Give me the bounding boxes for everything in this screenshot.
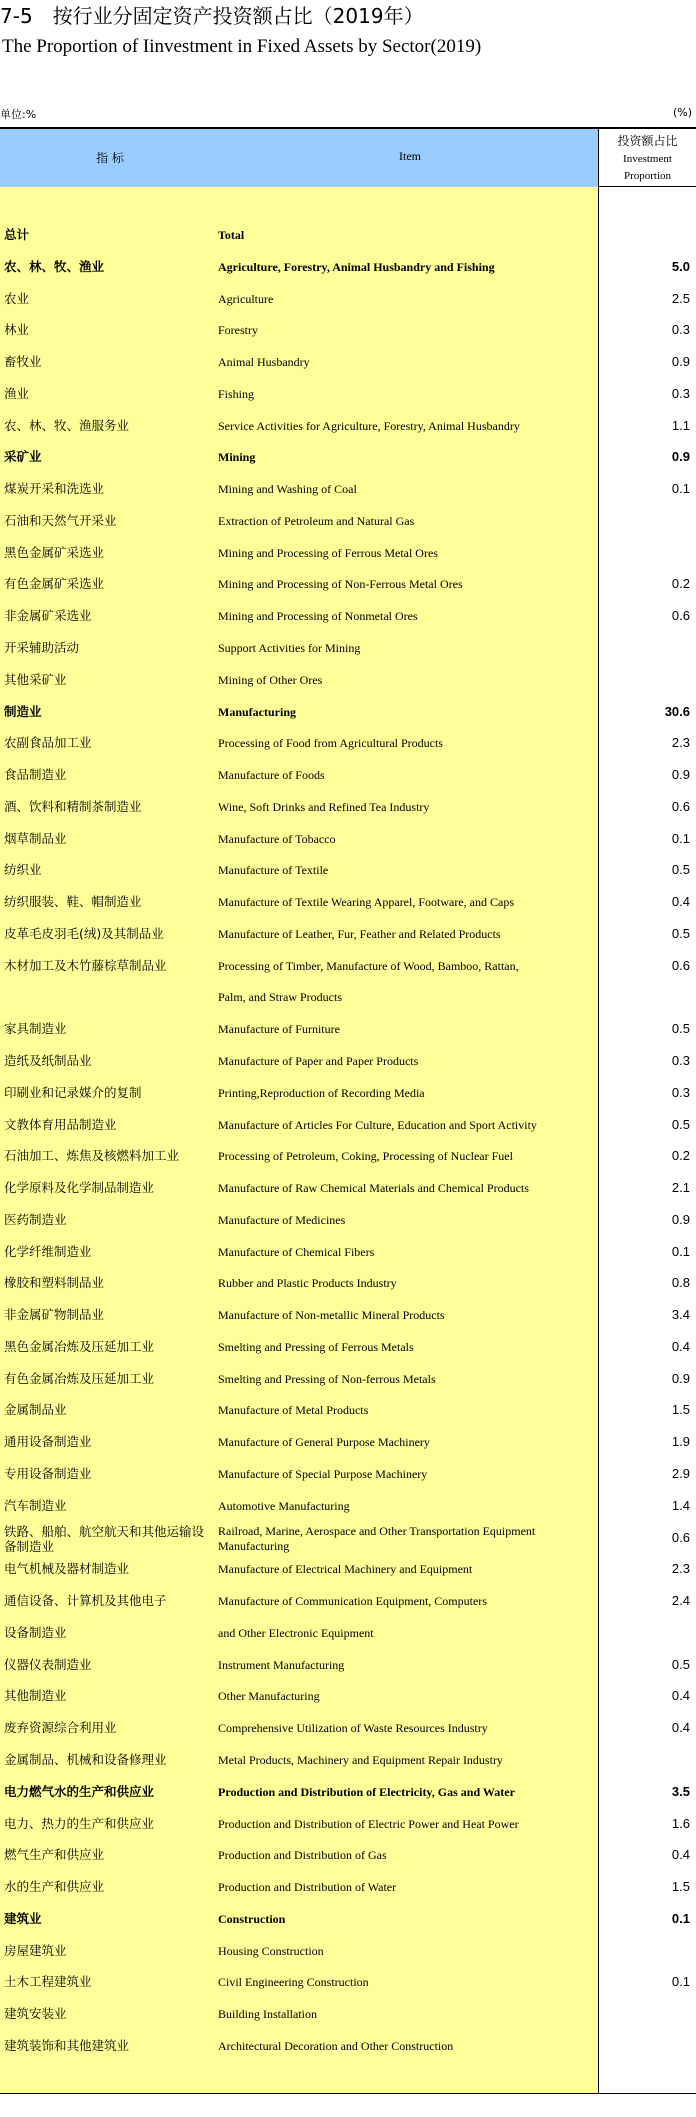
table-row — [0, 1776, 696, 1808]
row-label-en: Smelting and Pressing of Ferrous Metals — [218, 1339, 414, 1354]
row-label-en: Manufacture of Metal Products — [218, 1403, 369, 1418]
table-row — [0, 1966, 696, 1998]
row-label-en: Processing of Food from Agricultural Products — [218, 736, 443, 751]
row-label-en: Total — [218, 228, 245, 242]
row-label-en: Manufacture of Articles For Culture, Education and Sport Activity — [218, 1117, 537, 1132]
table-row — [0, 1712, 696, 1744]
row-label-cn: 农、林、牧、渔服务业 — [4, 417, 130, 433]
row-label-en: Manufacture of Textile — [218, 863, 329, 878]
row-label-cn: 文教体育用品制造业 — [4, 1116, 117, 1132]
table-row — [0, 1045, 696, 1077]
page-title-en: The Proportion of Iinvestment in Fixed Assets by Sector(2019) — [2, 36, 482, 57]
row-label-en: Processing of Petroleum, Coking, Processing of Nuclear Fuel — [218, 1149, 513, 1164]
row-label-cn: 黑色金属矿采选业 — [4, 544, 105, 560]
row-label-en: Production and Distribution of Water — [218, 1880, 397, 1895]
row-label-cn: 家具制造业 — [4, 1021, 67, 1037]
row-label-cn: 建筑装饰和其他建筑业 — [4, 2037, 130, 2053]
table-row — [0, 1394, 696, 1426]
row-label-cn: 农副食品加工业 — [4, 735, 92, 751]
row-label-en: Architectural Decoration and Other Construction — [218, 2038, 454, 2053]
row-label-cn: 建筑安装业 — [4, 2006, 67, 2022]
table-row — [0, 1299, 696, 1331]
row-label-cn: 畜牧业 — [4, 354, 42, 370]
row-value: 2.5 — [671, 290, 690, 306]
table-row — [0, 1331, 696, 1363]
row-value: 0.5 — [671, 1116, 690, 1132]
row-label-en: Production and Distribution of Electric Power and Heat Power — [218, 1816, 519, 1831]
unit-label: 单位:% — [0, 108, 37, 121]
row-label-cn: 电力燃气水的生产和供应业 — [4, 1783, 155, 1799]
row-label-en: Mining and Washing of Coal — [218, 482, 357, 497]
row-value: 0.1 — [671, 830, 690, 846]
table-row — [0, 1077, 696, 1109]
table-row — [0, 1522, 696, 1554]
header-item-en: Item — [399, 149, 421, 163]
row-label-en: Agriculture — [218, 291, 274, 306]
table-row — [0, 1585, 696, 1617]
row-value: 0.8 — [671, 1275, 690, 1291]
table-row — [0, 1649, 696, 1681]
row-label-cn: 非金属矿物制品业 — [4, 1307, 105, 1323]
row-label-cn: 制造业 — [4, 703, 42, 719]
table-row — [0, 1680, 696, 1712]
row-value: 0.5 — [671, 1656, 690, 1672]
header-indicator-cn: 指 标 — [96, 151, 124, 165]
row-label-cn: 土木工程建筑业 — [4, 1974, 92, 1990]
row-value: 0.1 — [671, 1243, 690, 1259]
table-row — [0, 1998, 696, 2030]
row-value: 3.5 — [671, 1783, 690, 1799]
row-label-cn: 其他制造业 — [4, 1688, 67, 1704]
row-label-cn: 石油和天然气开采业 — [4, 512, 117, 528]
row-value: 0.5 — [671, 925, 690, 941]
table-row — [0, 1204, 696, 1236]
row-value: 0.1 — [671, 1974, 690, 1990]
table-row — [0, 2030, 696, 2062]
table-row — [0, 1236, 696, 1268]
row-value: 1.9 — [671, 1434, 690, 1450]
row-label-en: Civil Engineering Construction — [218, 1975, 369, 1990]
row-label-en: Service Activities for Agriculture, Forestry, Animal Husbandry — [218, 418, 520, 433]
table-row — [0, 1808, 696, 1840]
row-label-en: Production and Distribution of Gas — [218, 1848, 387, 1863]
page-title-cn: 7-5 按行业分固定资产投资额占比（2019年） — [0, 4, 424, 28]
table-bottom-rule — [0, 2093, 696, 2094]
table-row — [0, 759, 696, 791]
row-label-en: Mining — [218, 450, 256, 465]
row-label-en: Railroad, Marine, Aerospace and Other Transportation Equipment Manufacturing — [218, 1523, 536, 1553]
row-label-en: Manufacture of Furniture — [218, 1022, 340, 1037]
row-label-en: Wine, Soft Drinks and Refined Tea Industry — [218, 799, 430, 814]
row-value: 0.5 — [671, 862, 690, 878]
row-label-en: Manufacture of Communication Equipment, Computers — [218, 1594, 487, 1609]
row-value: 0.9 — [671, 767, 690, 783]
row-value: 0.4 — [671, 894, 690, 910]
table-row — [0, 1109, 696, 1141]
table-row — [0, 1871, 696, 1903]
table-row — [0, 918, 696, 950]
row-label-cn: 造纸及纸制品业 — [4, 1053, 92, 1069]
table-row — [0, 473, 696, 505]
table-row — [0, 696, 696, 728]
table-row — [0, 1140, 696, 1172]
row-value: 1.4 — [671, 1497, 690, 1513]
table-row — [0, 1935, 696, 1967]
row-label-en: Extraction of Petroleum and Natural Gas — [218, 513, 415, 528]
row-label-cn: 房屋建筑业 — [4, 1942, 67, 1958]
row-label-cn: 纺织业 — [4, 862, 42, 878]
table-row — [0, 886, 696, 918]
table-row — [0, 854, 696, 886]
row-label-cn: 渔业 — [4, 385, 30, 401]
row-label-cn: 有色金属冶炼及压延加工业 — [4, 1370, 155, 1386]
row-label-cn: 金属制品、机械和设备修理业 — [4, 1751, 167, 1767]
row-label-en: Mining and Processing of Nonmetal Ores — [218, 609, 418, 624]
row-label-cn: 石油加工、炼焦及核燃料加工业 — [4, 1148, 180, 1164]
row-label-en: Instrument Manufacturing — [218, 1657, 345, 1672]
row-label-en: Building Installation — [218, 2007, 317, 2022]
row-label-en: Manufacture of Tobacco — [218, 831, 336, 846]
row-label-cn: 仪器仪表制造业 — [4, 1656, 92, 1672]
row-value: 0.6 — [671, 957, 690, 973]
row-value: 0.2 — [671, 576, 690, 592]
row-label-cn: 开采辅助活动 — [4, 640, 80, 655]
row-label-cn: 化学纤维制造业 — [4, 1243, 92, 1259]
row-label-cn: 林业 — [4, 322, 30, 338]
table-row — [0, 727, 696, 759]
table-row — [0, 1172, 696, 1204]
header-value-cn: 投资额占比 — [617, 134, 678, 148]
row-label-cn: 酒、饮料和精制茶制造业 — [4, 798, 142, 814]
row-label-en: Manufacture of Paper and Paper Products — [218, 1054, 419, 1069]
table-row — [0, 378, 696, 410]
row-label-cn: 有色金属矿采选业 — [4, 576, 105, 592]
row-label-cn: 食品制造业 — [4, 767, 67, 783]
row-value: 1.1 — [671, 417, 690, 433]
row-label-cn: 化学原料及化学制品制造业 — [4, 1180, 155, 1196]
row-label-en: Mining and Processing of Non-Ferrous Metal Ores — [218, 577, 463, 592]
row-label-cn: 水的生产和供应业 — [4, 1879, 105, 1895]
row-value: 3.4 — [671, 1307, 690, 1323]
row-label-cn: 设备制造业 — [4, 1624, 67, 1640]
row-label-en: Printing,Reproduction of Recording Media — [218, 1085, 425, 1100]
row-value: 0.1 — [671, 1910, 690, 1926]
row-value: 0.9 — [671, 1211, 690, 1227]
row-label-en: Automotive Manufacturing — [218, 1498, 350, 1513]
table-row — [0, 1426, 696, 1458]
table-header — [0, 127, 696, 187]
row-label-cn: 农业 — [4, 290, 30, 306]
row-label-en: Production and Distribution of Electricity, Gas and Water — [218, 1784, 515, 1799]
table-row — [0, 600, 696, 632]
table-row — [0, 251, 696, 283]
row-label-cn: 农、林、牧、渔业 — [4, 258, 105, 274]
table-row — [0, 537, 696, 569]
table-row — [0, 1744, 696, 1776]
row-label-cn: 专用设备制造业 — [4, 1466, 92, 1482]
row-label-cn: 其他采矿业 — [4, 671, 67, 687]
table-row — [0, 1490, 696, 1522]
header-value-en-1: Investment — [623, 153, 672, 165]
row-value: 5.0 — [671, 258, 690, 274]
row-label-cn: 总计 — [4, 227, 30, 242]
row-label-en: Smelting and Pressing of Non-ferrous Metals — [218, 1371, 436, 1386]
row-label-en: and Other Electronic Equipment — [218, 1625, 374, 1640]
row-label-cn: 废弃资源综合利用业 — [4, 1720, 117, 1736]
row-label-cn: 木材加工及木竹藤棕草制品业 — [4, 957, 167, 973]
row-label-en: Animal Husbandry — [218, 355, 310, 370]
row-label-cn: 铁路、船舶、航空航天和其他运输设备制造业 — [4, 1523, 205, 1554]
row-value: 0.4 — [671, 1688, 690, 1704]
table-row — [0, 1458, 696, 1490]
row-label-cn: 采矿业 — [4, 449, 42, 465]
row-value: 0.6 — [671, 608, 690, 624]
row-value: 1.6 — [671, 1815, 690, 1831]
row-label-en: Manufacture of Electrical Machinery and Equipment — [218, 1562, 473, 1577]
row-value: 2.4 — [671, 1593, 690, 1609]
row-label-cn: 橡胶和塑料制品业 — [4, 1275, 105, 1291]
row-value: 0.3 — [671, 322, 690, 338]
row-label-cn: 纺织服装、鞋、帽制造业 — [4, 894, 142, 910]
header-value-column — [599, 129, 696, 187]
row-label-cn: 燃气生产和供应业 — [4, 1847, 105, 1863]
row-label-en: Manufacture of Raw Chemical Materials and Chemical Products — [218, 1181, 529, 1196]
table-row — [0, 219, 696, 251]
table-row — [0, 314, 696, 346]
row-value: 0.5 — [671, 1021, 690, 1037]
table-row — [0, 1839, 696, 1871]
row-label-en: Metal Products, Machinery and Equipment Repair Industry — [218, 1752, 503, 1767]
table-row — [0, 1903, 696, 1935]
row-label-en: Fishing — [218, 386, 255, 401]
table-row — [0, 1363, 696, 1395]
table-row — [0, 950, 696, 982]
table-row — [0, 1617, 696, 1649]
row-value: 0.4 — [671, 1847, 690, 1863]
row-label-cn: 汽车制造业 — [4, 1497, 67, 1513]
row-label-en: Processing of Timber, Manufacture of Wood, Bamboo, Rattan, — [218, 958, 519, 973]
row-value: 1.5 — [671, 1402, 690, 1418]
row-label-en: Manufacture of Leather, Fur, Feather and Related Products — [218, 926, 501, 941]
row-value: 0.2 — [671, 1148, 690, 1164]
row-label-cn: 建筑业 — [4, 1910, 42, 1926]
table-row — [0, 505, 696, 537]
row-label-en: Mining and Processing of Ferrous Metal Ores — [218, 545, 438, 560]
row-label-cn: 电力、热力的生产和供应业 — [4, 1815, 155, 1831]
row-value: 0.9 — [671, 449, 690, 465]
row-label-en: Comprehensive Utilization of Waste Resources Industry — [218, 1721, 488, 1736]
row-label-en: Manufacture of Medicines — [218, 1212, 346, 1227]
row-label-en: Palm, and Straw Products — [218, 990, 342, 1005]
row-label-en: Rubber and Plastic Products Industry — [218, 1276, 397, 1291]
row-value: 0.3 — [671, 1084, 690, 1100]
table-row — [0, 1013, 696, 1045]
table-row — [0, 823, 696, 855]
row-label-cn: 通信设备、计算机及其他电子 — [4, 1593, 167, 1609]
row-label-cn: 印刷业和记录媒介的复制 — [4, 1084, 142, 1100]
row-value: 0.6 — [671, 1529, 690, 1545]
table-row — [0, 632, 696, 664]
row-value: 2.3 — [671, 735, 690, 751]
row-label-en: Other Manufacturing — [218, 1689, 320, 1704]
table-row — [0, 1553, 696, 1585]
table-row — [0, 791, 696, 823]
table-row — [0, 1267, 696, 1299]
row-value: 0.9 — [671, 354, 690, 370]
row-label-en: Manufacture of General Purpose Machinery — [218, 1435, 430, 1450]
row-label-en: Forestry — [218, 323, 258, 338]
header-value-en-2: Proportion — [623, 170, 672, 182]
table-row — [0, 441, 696, 473]
row-label-en: Support Activities for Mining — [218, 641, 361, 655]
row-value: 0.3 — [671, 1053, 690, 1069]
row-label-en: Manufacture of Foods — [218, 768, 325, 783]
unit-label-right: (%) — [672, 106, 692, 119]
row-label-cn: 煤炭开采和洗选业 — [4, 481, 105, 497]
row-label-cn: 金属制品业 — [4, 1402, 67, 1418]
row-label-cn: 烟草制品业 — [4, 830, 67, 846]
row-value: 30.6 — [664, 703, 690, 719]
row-label-cn: 皮革毛皮羽毛(绒)及其制品业 — [4, 925, 164, 941]
row-label-en: Manufacture of Chemical Fibers — [218, 1244, 375, 1259]
row-value: 2.9 — [671, 1466, 690, 1482]
table-row — [0, 568, 696, 600]
row-label-cn: 通用设备制造业 — [4, 1434, 92, 1450]
row-value: 1.5 — [671, 1879, 690, 1895]
table-row — [0, 664, 696, 696]
row-label-en: Manufacture of Non-metallic Mineral Products — [218, 1308, 445, 1323]
row-value: 0.9 — [671, 1370, 690, 1386]
table-row — [0, 283, 696, 315]
row-value: 2.1 — [671, 1180, 690, 1196]
row-value: 0.4 — [671, 1338, 690, 1354]
row-label-cn: 医药制造业 — [4, 1211, 67, 1227]
row-label-cn: 电气机械及器材制造业 — [4, 1561, 130, 1577]
table-row — [0, 410, 696, 442]
row-value: 0.1 — [671, 481, 690, 497]
row-label-en: Agriculture, Forestry, Animal Husbandry and Fishing — [218, 259, 495, 274]
table-row — [0, 346, 696, 378]
row-label-en: Manufacture of Textile Wearing Apparel, Footware, and Caps — [218, 895, 514, 910]
row-label-en: Manufacture of Special Purpose Machinery — [218, 1467, 428, 1482]
table-row — [0, 981, 696, 1013]
row-value: 0.3 — [671, 385, 690, 401]
row-label-en: Housing Construction — [218, 1943, 324, 1958]
row-value: 0.6 — [671, 798, 690, 814]
row-value: 2.3 — [671, 1561, 690, 1577]
row-label-en: Construction — [218, 1911, 286, 1926]
row-label-cn: 非金属矿采选业 — [4, 608, 92, 624]
row-label-en: Manufacturing — [218, 704, 296, 719]
row-label-en: Mining of Other Ores — [218, 672, 323, 687]
row-value: 0.4 — [671, 1720, 690, 1736]
row-label-cn: 黑色金属冶炼及压延加工业 — [4, 1338, 155, 1354]
